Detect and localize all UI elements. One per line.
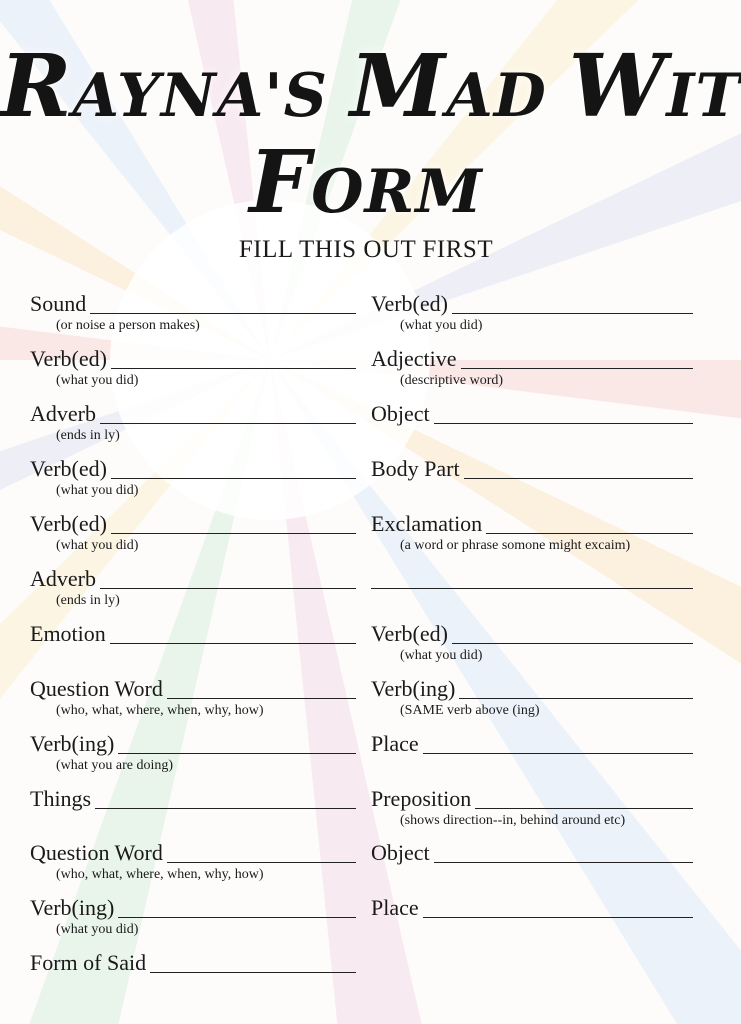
field-hint: (ends in ly) (56, 593, 120, 608)
field-label: Verb(ed) (30, 511, 107, 536)
form-field (371, 617, 693, 663)
subtitle: FILL THIS OUT FIRST (238, 236, 494, 263)
answer-blank[interactable] (90, 313, 356, 314)
form-field (30, 342, 356, 388)
form-field (30, 672, 356, 718)
form-field (30, 507, 356, 553)
title-word (0, 36, 328, 137)
form-field (30, 727, 356, 773)
title-line-2 (0, 132, 732, 233)
field-hint: (who, what, where, when, why, how) (56, 867, 264, 882)
answer-blank[interactable] (111, 533, 356, 534)
form-field (371, 452, 693, 482)
field-label: Form of Said (30, 950, 147, 975)
field-label: Adjective (371, 346, 457, 371)
answer-blank[interactable] (110, 643, 356, 644)
field-hint: (what you did) (56, 538, 139, 553)
form-field (371, 342, 693, 388)
answer-blank[interactable] (459, 698, 693, 699)
field-hint: (what you did) (56, 483, 139, 498)
field-hint: (what you did) (56, 922, 139, 937)
form-field (30, 946, 356, 976)
title-rest: IT (666, 61, 741, 131)
field-label: Object (371, 401, 430, 426)
form-field (30, 287, 356, 333)
title-initial: F (249, 132, 312, 233)
title-word (249, 132, 483, 233)
field-label: Verb(ed) (371, 621, 448, 646)
form-field (371, 287, 693, 333)
form-field (371, 727, 693, 757)
form-field (30, 891, 356, 937)
answer-blank[interactable] (111, 478, 356, 479)
form-field (30, 452, 356, 498)
answer-blank[interactable] (452, 313, 693, 314)
field-label: Things (30, 786, 92, 811)
field-hint: (or noise a person makes) (56, 318, 200, 333)
field-label: Verb(ing) (371, 676, 456, 701)
form-field (30, 782, 356, 812)
form-field (371, 891, 693, 921)
field-label: Adverb (30, 401, 96, 426)
field-hint: (SAME verb above (ing) (400, 703, 540, 718)
answer-blank[interactable] (423, 917, 693, 918)
form-field (371, 672, 693, 718)
field-hint: (descriptive word) (400, 373, 504, 388)
field-label: Emotion (30, 621, 106, 646)
form-field (371, 836, 693, 866)
field-label: Place (371, 731, 419, 756)
answer-blank[interactable] (167, 698, 356, 699)
title-initial: W (568, 36, 667, 137)
answer-blank[interactable] (100, 423, 356, 424)
field-label: Question Word (30, 840, 163, 865)
field-label: Verb(ed) (30, 456, 107, 481)
answer-blank[interactable] (464, 478, 693, 479)
answer-blank[interactable] (475, 808, 693, 809)
answer-blank[interactable] (486, 533, 693, 534)
field-hint: (a word or phrase somone might excaim) (400, 538, 631, 553)
answer-blank[interactable] (95, 808, 356, 809)
field-label: Verb(ed) (371, 291, 448, 316)
answer-blank[interactable] (434, 862, 693, 863)
field-label: Sound (30, 291, 87, 316)
answer-blank[interactable] (423, 753, 693, 754)
form-field (371, 562, 693, 592)
title-line-1 (0, 32, 741, 142)
form-field (30, 836, 356, 882)
field-hint: (ends in ly) (56, 428, 120, 443)
answer-blank[interactable] (434, 423, 693, 424)
form-field (371, 397, 693, 427)
field-hint: (what you did) (56, 373, 139, 388)
field-label: Verb(ing) (30, 895, 115, 920)
answer-blank[interactable] (461, 368, 693, 369)
field-label: Preposition (371, 786, 472, 811)
field-label: Exclamation (371, 511, 483, 536)
title-rest: AD (446, 61, 547, 131)
answer-blank[interactable] (118, 753, 356, 754)
field-hint: (what you did) (400, 318, 483, 333)
title-word (349, 36, 547, 137)
field-label: Body Part (371, 456, 460, 481)
field-hint: (what you are doing) (56, 758, 174, 773)
field-label: Verb(ing) (30, 731, 115, 756)
field-label: Question Word (30, 676, 163, 701)
field-label: Place (371, 895, 419, 920)
form-field (30, 562, 356, 608)
field-label: Object (371, 840, 430, 865)
answer-blank[interactable] (150, 972, 356, 973)
answer-blank[interactable] (118, 917, 356, 918)
title-rest: AYNA'S (72, 61, 328, 131)
answer-blank[interactable] (167, 862, 356, 863)
field-hint: (shows direction--in, behind around etc) (400, 813, 626, 828)
field-label: Verb(ed) (30, 346, 107, 371)
form-field (30, 617, 356, 647)
field-hint: (what you did) (400, 648, 483, 663)
title-rest: ORM (311, 157, 483, 227)
answer-blank[interactable] (111, 368, 356, 369)
answer-blank[interactable] (371, 588, 693, 589)
title-initial: R (0, 36, 73, 137)
title-initial: M (349, 36, 447, 137)
form-field (371, 507, 693, 553)
form-field (30, 397, 356, 443)
form-field (371, 782, 693, 828)
field-hint: (who, what, where, when, why, how) (56, 703, 264, 718)
answer-blank[interactable] (452, 643, 693, 644)
answer-blank[interactable] (100, 588, 356, 589)
title-word (568, 36, 741, 137)
field-label: Adverb (30, 566, 96, 591)
